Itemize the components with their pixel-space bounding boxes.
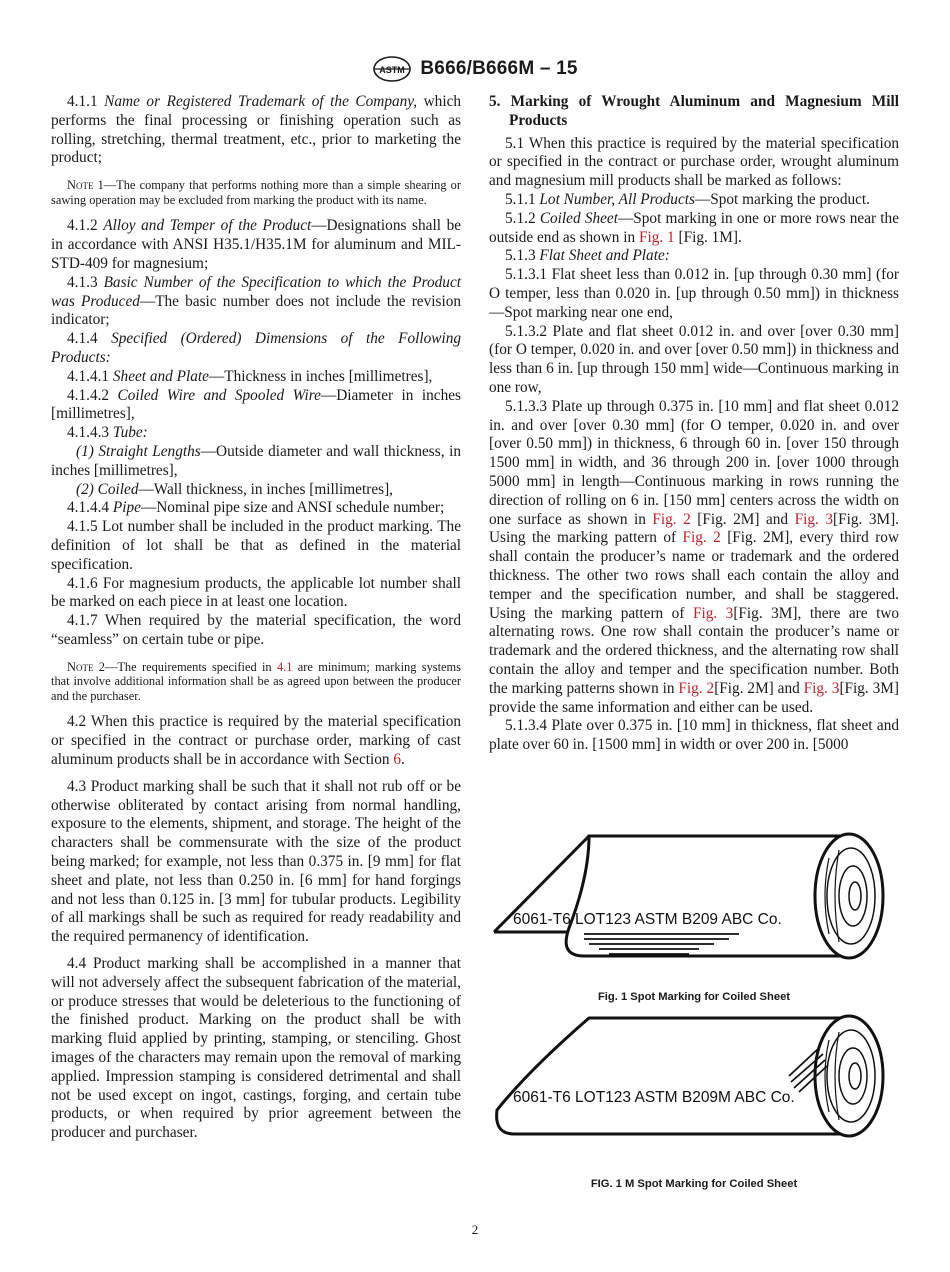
coil-marking-label: 6061-T6 LOT123 ASTM B209 ABC Co. (513, 911, 782, 928)
document-designation: B666/B666M – 15 (420, 58, 578, 79)
note-1: Note 1—The company that performs nothing more than a simple shearing or sawing operation may be excluded from marking the product with its name. (51, 178, 461, 207)
section-5-heading: 5. Marking of Wrought Aluminum and Magnesium Mill Products (489, 93, 899, 129)
paragraph-4-1-6: 4.1.6 For magnesium products, the applicable lot number shall be marked on each piece in at least one location. (51, 574, 461, 611)
paragraph-4-1-1: 4.1.1 Name or Registered Trademark of the Company, which performs the final processing or finishing operation such as rolling, stretching, thermal treatment, etc., prior to marketing the product; (51, 93, 462, 167)
paragraph-5-1-3: 5.1.3 Flat Sheet and Plate: (505, 247, 670, 265)
tube-item-1: (1) Straight Lengths—Outside diameter and wall thickness, in inches [millimetres], (51, 442, 461, 479)
note-2: Note 2—The requirements specified in 4.1 are minimum; marking systems that involve additional information shall be as agreed upon between the producer and the purchaser. (51, 659, 461, 703)
paragraph-4-1-2: 4.1.2 Alloy and Temper of the Product—Designations shall be in accordance with ANSI H35.1/H35.1M for aluminum and MIL-STD-409 for magnesium; (51, 217, 462, 272)
right-column (489, 93, 899, 755)
figure-link-3[interactable]: Fig. 3 (794, 510, 833, 528)
left-column (51, 93, 461, 1143)
paragraph-4-1-4-2: 4.1.4.2 Coiled Wire and Spooled Wire—Diameter in inches [millimetres], (51, 386, 461, 423)
coil-marking-label: 6061-T6 LOT123 ASTM B209M ABC Co. (513, 1089, 795, 1106)
paragraph-5-1-3-2: 5.1.3.2 Plate and flat sheet 0.012 in. and over [over 0.30 mm] (for O temper, 0.020 in. and over [over 0.50 mm]) in thickness and less than 6 in. [up through 150 mm] wide—Continuous marking in one row, (489, 322, 899, 396)
page-header (0, 54, 950, 84)
paragraph-5-1-3-3: 5.1.3.3 Plate up through 0.375 in. [10 mm] and flat sheet 0.012 in. and over [over 0.30 mm] (for O temper, 0.020 in. and over [over 0.50 mm]) in thickness, 6 through 60 in. [over 150 through 1500 mm] in width, and 36 through 200 in. [over 1000 through 5000 mm] in length—Continuous marking in rows running the direction of rolling on 6 in. [150 mm] centers across the width on one surface as shown in Fig. 2 [Fig. 2M] and Fig. 3[Fig. 3M]. Using the marking pattern of Fig. 2 [Fig. 2M], every third row shall contain the producer’s name or trademark and the ordered thickness. The other two rows shall each contain the alloy and temper and the specification number, and shall be staggered. Using the marking pattern of Fig. 3[Fig. 3M], there are two alternating rows. One row shall contain the producer’s name or trademark and the ordered thickness, and the alternating row shall contain the alloy and temper and the specification number. Both the marking patterns shown in Fig. 2[Fig. 2M] and Fig. 3[Fig. 3M] provide the same information and either can be used. (489, 397, 900, 716)
paragraph-5-1-2: 5.1.2 Coiled Sheet—Spot marking in one or more rows near the outside end as shown in Fig. 1 [Fig. 1M]. (489, 209, 899, 246)
paragraph-4-1-5: 4.1.5 Lot number shall be included in the product marking. The definition of lot shall be that as defined in the material specification. (51, 518, 461, 573)
figure-link-3[interactable]: Fig. 3 (803, 679, 840, 697)
paragraph-5-1-3-4: 5.1.3.4 Plate over 0.375 in. [10 mm] in thickness, flat sheet and plate over 60 in. [1500 mm] in width or over 200 in. [5000 (489, 717, 899, 754)
paragraph-4-1-3: 4.1.3 Basic Number of the Specification to which the Product was Produced—The basic number does not include the revision indicator; (51, 273, 461, 329)
paragraph-4-1-4-1: 4.1.4.1 Sheet and Plate—Thickness in inches [millimetres], (67, 367, 433, 385)
page-number: 2 (471, 1222, 479, 1237)
section-link-4-1[interactable]: 4.1 (276, 659, 293, 674)
figure-1m-caption: FIG. 1 M Spot Marking for Coiled Sheet (590, 1178, 798, 1190)
paragraph-4-2: 4.2 When this practice is required by the material specification or specified in the contract or purchase order, marking of cast aluminum products shall be in accordance with Section 6. (51, 713, 461, 769)
astm-logo-icon (372, 55, 412, 83)
figure-link-2[interactable]: Fig. 2 (678, 679, 715, 697)
coiled-sheet-icon (489, 828, 899, 976)
paragraph-5-1-3-1: 5.1.3.1 Flat sheet less than 0.012 in. [up through 0.30 mm] (for O temper, less than 0.020 in. [up through 0.50 mm]) in thickness—Spot marking near one end, (489, 266, 899, 321)
figure-link-3[interactable]: Fig. 3 (692, 604, 734, 622)
tube-item-2: (2) Coiled—Wall thickness, in inches [millimetres], (76, 480, 393, 498)
figure-link-1[interactable]: Fig. 1 (638, 228, 675, 246)
paragraph-4-3: 4.3 Product marking shall be such that it shall not rub off or be otherwise obliterated by contact arising from normal handling, exposure to the elements, shipment, and storage. The height of the characters shall be commensurate with the size of the product being marked; for example, not less than 0.375 in. [9 mm] for flat sheet and plate, not less than 0.250 in. [6 mm] for hand forgings and not less than 0.125 in. [3 mm] for tubular products. Legibility of all markings shall be such as required for ready readability and the required permanency of identification. (51, 777, 461, 946)
svg-text:ASTM: ASTM (379, 65, 406, 75)
figure-1m (489, 1010, 899, 1158)
figure-link-2[interactable]: Fig. 2 (652, 510, 691, 528)
coiled-sheet-icon (489, 1010, 899, 1158)
paragraph-4-1-7: 4.1.7 When required by the material specification, the word “seamless” on certain tube or pipe. (51, 612, 461, 648)
paragraph-5-1-1: 5.1.1 Lot Number, All Products—Spot marking the product. (505, 190, 870, 208)
figure-1 (489, 828, 899, 976)
figure-1-caption: Fig. 1 Spot Marking for Coiled Sheet (597, 991, 791, 1003)
paragraph-5-1: 5.1 When this practice is required by the material specification or specified in the contract or purchase order, wrought aluminum and magnesium mill products shall be marked as follows: (489, 134, 899, 190)
figure-link-2[interactable]: Fig. 2 (682, 529, 721, 547)
paragraph-4-1-4: 4.1.4 Specified (Ordered) Dimensions of the Following Products: (51, 330, 462, 366)
paragraph-4-1-4-3: 4.1.4.3 Tube: (67, 424, 148, 442)
section-link-6[interactable]: 6 (393, 751, 402, 769)
paragraph-4-1-4-4: 4.1.4.4 Pipe—Nominal pipe size and ANSI schedule number; (67, 499, 445, 517)
paragraph-4-4: 4.4 Product marking shall be accomplished in a manner that will not adversely affect the subsequent fabrication of the material, or produce stresses that would be deleterious to the functioning of the finished product. Marking on the product shall be with marking fluid applied by printing, stamping, or stenciling. Ghost images of the characters may remain upon the removal of marking applied. Impression stamping is considered detrimental and shall not be used except on ingot, castings, forging, and certain tube products, or when required by prior agreement between the producer and purchaser. (51, 955, 461, 1142)
